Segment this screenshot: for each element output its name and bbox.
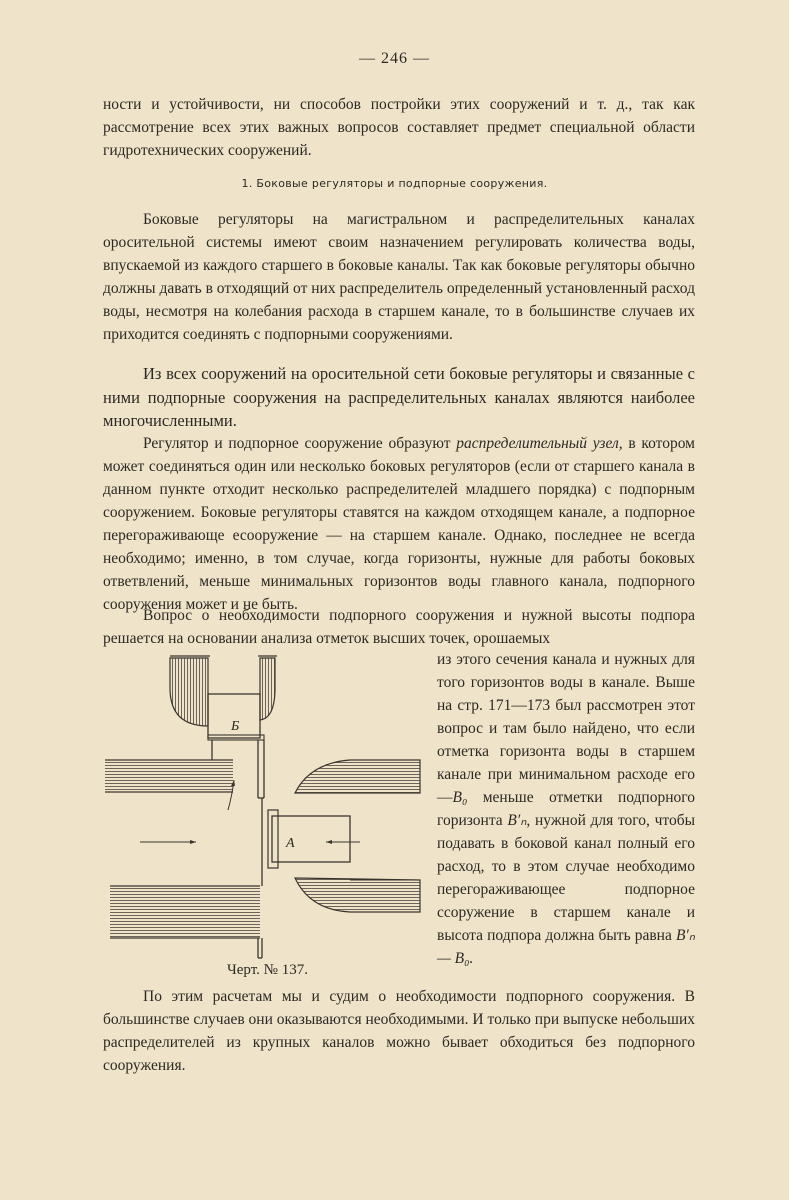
- figure-caption: Черт. № 137.: [227, 962, 308, 978]
- right-branch-channel: [295, 760, 420, 912]
- distribution-node-drawing: [100, 648, 430, 988]
- paragraph-4-top: [103, 604, 695, 650]
- para3-emphasis: распределительный узел,: [456, 435, 623, 452]
- paragraph-continuation: [103, 93, 695, 162]
- regulator-b: [208, 694, 264, 740]
- para3-before: Регулятор и подпорное сооружение образуют: [143, 435, 457, 452]
- para4-top-text: Вопрос о необходимости подпорного сооружения и нужной высоты подпора решается на основании анализа отметок высших точек, орошаемых: [103, 607, 695, 647]
- para5-text: По этим расчетам мы и судим о необходимости подпорного сооружения. В большинстве случаев они оказываются необходимыми. И только при выпуске небольших распределителей из крупных каналов можно бывает обходиться без подпорного сооружения.: [103, 988, 695, 1074]
- para4-side-1: из этого сечения канала и нужных для того горизонтов воды в канале. Выше на стр. 171—173 был рассмотрен этот вопрос и там было найдено, что если отметка горизонта воды в старшем канале при минимальном расходе его—: [437, 651, 695, 806]
- upper-branch-basin: [170, 656, 277, 726]
- para4-side-2: меньше отметки подпорного горизонта: [437, 789, 695, 829]
- para1-text: Боковые регуляторы на магистральном и распределительных каналах оросительной системы имеют своим назначением регулировать количества воды, впускаемой из каждого старшего в боковые каналы. Так как боковые регуляторы обычно должны давать в отходящий от них распределитель определенный установленный расход воды, несмотря на колебания расхода в старшем канале, то в большинстве случаев их приходится соединять с подпорными сооружениями.: [103, 211, 695, 343]
- label-a: А: [286, 836, 295, 851]
- symbol-diff: B′ₙ — B₀.: [437, 927, 695, 967]
- paragraph-1: [103, 208, 695, 346]
- figure-137: [100, 648, 430, 988]
- main-canal-lower-bank: [110, 886, 260, 938]
- para4-side-3: нужной для того, чтобы подавать в боковой канал полный его расход, то в этом случае необходимо перегораживающее подпорное ссоружение в старшем канале и высота подпора должна быть равна: [437, 812, 695, 944]
- label-b: Б: [231, 719, 240, 734]
- para2-text: Из всех сооружений на оросительной сети боковые регуляторы и связанные с ними подпорные сооружения на распределительных каналах являются наиболее многочисленными.: [103, 364, 695, 430]
- symbol-bn: B′ₙ,: [507, 812, 531, 829]
- para3-text: [103, 432, 695, 616]
- para4-side-text: [437, 648, 695, 970]
- paragraph-top: ности и устойчивости, ни способов постройки этих сооружений и т. д., так как рассмотрение всех этих важных вопросов составляет предмет специальной области гидротехнических сооружений.: [103, 96, 695, 159]
- main-canal-upper-bank: [105, 760, 233, 792]
- paragraph-3: [103, 432, 695, 616]
- para3-after: в котором может соединяться один или несколько боковых регуляторов (если от старшего канала в данном пункте отходит несколько распределителей младшего порядка) с подпорным сооружением. Боковые регуляторы ставятся на каждом отходящем канале, а подпорное перегораживающе есооружение — на старшем канале. Однако, последнее не всегда необходимо; именно, в том случае, когда горизонты, нужные для работы боковых ответвлений, меньше минимальных горизонтов воды главного канала, подпорного сооружения может и не быть.: [103, 435, 695, 613]
- paragraph-5: [103, 985, 695, 1077]
- paragraph-4-side: [437, 648, 695, 970]
- section-heading: 1. Боковые регуляторы и подпорные сооружения.: [241, 177, 548, 190]
- page-number: — 246 —: [359, 50, 430, 67]
- symbol-b0: B₀: [452, 789, 468, 806]
- paragraph-2: [103, 362, 695, 433]
